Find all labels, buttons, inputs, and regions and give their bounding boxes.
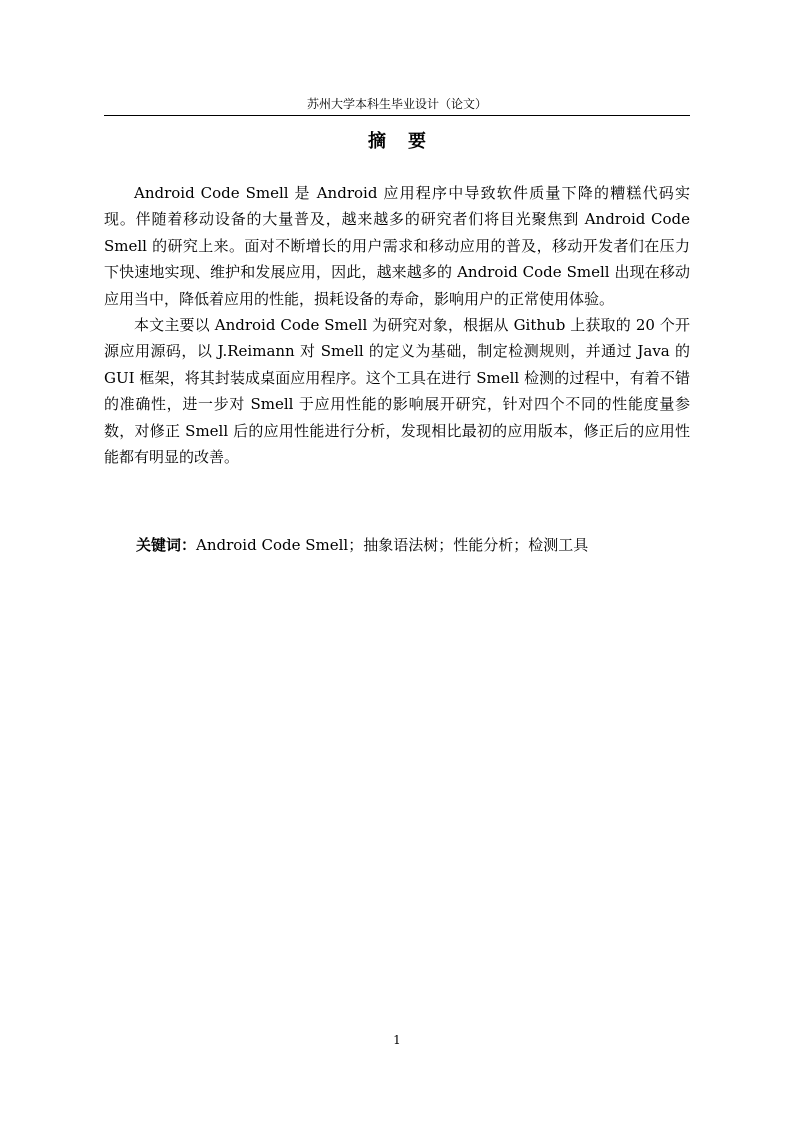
abstract-paragraph-1: Android Code Smell 是 Android 应用程序中导致软件质量下降的糟糕代码实现。伴随着移动设备的大量普及，越来越多的研究者们将目光聚焦到 Android Code Smell 的研究上来。面对不断增长的用户需求和移动应用的普及，移动开发者们在压力下快速地实现、维护和发展应用，因此，越来越多的 Android Code Smell 出现在移动应用当中，降低着应用的性能，损耗设备的寿命，影响用户的正常使用体验。 (104, 184, 690, 308)
keywords-line (136, 534, 690, 556)
abstract-title: 摘要 (368, 131, 448, 152)
keywords-list: Android Code Smell；抽象语法树；性能分析；检测工具 (196, 536, 589, 554)
abstract-paragraph-2: 本文主要以 Android Code Smell 为研究对象，根据从 Github 上获取的 20 个开源应用源码，以 J.Reimann 对 Smell 的定义为基础，制定检测规则，并通过 Java 的 GUI 框架，将其封装成桌面应用程序。这个工具在进行 Smell 检测的过程中，有着不错的准确性，进一步对 Smell 于应用性能的影响展开研究，针对四个不同的性能度量参数，对修正 Smell 后的应用性能进行分析，发现相比最初的应用版本，修正后的应用性能都有明显的改善。 (104, 316, 690, 467)
keywords-label: 关键词： (136, 536, 197, 554)
abstract-body (104, 180, 690, 470)
page-number: 1 (393, 1033, 401, 1047)
running-header: 苏州大学本科生毕业设计（论文） (306, 97, 487, 111)
header-divider (104, 115, 690, 116)
